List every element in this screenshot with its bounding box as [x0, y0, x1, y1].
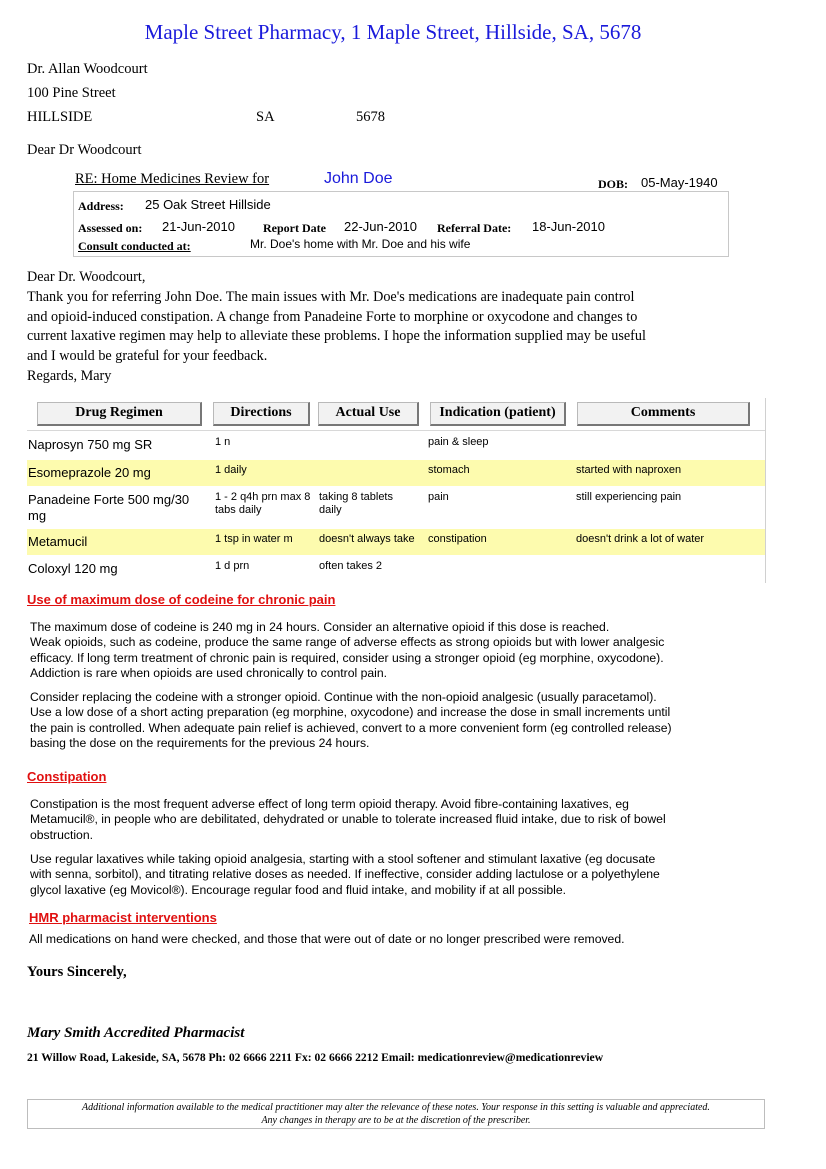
cell-directions: 1 tsp in water m: [215, 533, 293, 545]
cell-indication: pain: [428, 491, 449, 503]
table-row: [27, 487, 765, 528]
letter-line: current laxative regimen may help to alleviate these problems. I hope the information supplied may be useful: [27, 328, 646, 344]
recipient-postcode: 5678: [356, 109, 385, 125]
paragraph-line: The maximum dose of codeine is 240 mg in 24 hours. Consider an alternative opioid if this dose is reached.: [30, 620, 610, 634]
dob-label: DOB:: [598, 177, 628, 191]
report-date-label: Report Date: [263, 221, 326, 235]
report-date-value: 22-Jun-2010: [344, 219, 417, 234]
letter-line: and opioid-induced constipation. A change from Panadeine Forte to morphine or oxycodone and changes to: [27, 309, 638, 325]
assessed-value: 21-Jun-2010: [162, 219, 235, 234]
recipient-city: HILLSIDE: [27, 109, 93, 125]
address-value: 25 Oak Street Hillside: [145, 197, 271, 212]
letter-greeting: Dear Dr. Woodcourt,: [27, 269, 146, 285]
paragraph-line: Use a low dose of a short acting preparation (eg morphine, oxycodone) and increase the dose in small increments until: [30, 705, 671, 720]
interventions-text: All medications on hand were checked, and those that were out of date or no longer prescribed were removed.: [29, 932, 625, 946]
cell-actual-use: taking 8 tablets daily: [319, 491, 393, 516]
referral-date-value: 18-Jun-2010: [532, 219, 605, 234]
letter-line: and I would be grateful for your feedback.: [27, 348, 268, 364]
col-header-indication: Indication (patient): [430, 402, 566, 426]
cell-comments: still experiencing pain: [576, 491, 682, 503]
paragraph-line: basing the dose on the requirements for the previous 24 hours.: [30, 735, 370, 750]
cell-directions: 1 daily: [215, 464, 247, 476]
section-title-constipation: Constipation: [27, 769, 107, 784]
recipient-street: 100 Pine Street: [27, 85, 116, 101]
paragraph-line: Constipation is the most frequent adverse effect of long term opioid therapy. Avoid fibre-containing laxatives, eg: [30, 797, 629, 811]
cell-comments: started with naproxen: [576, 464, 682, 476]
paragraph-line: obstruction.: [30, 827, 94, 842]
signer-contact: 21 Willow Road, Lakeside, SA, 5678 Ph: 02 6666 2211 Fx: 02 6666 2212 Email: medicationreview@medicationreview: [27, 1051, 604, 1064]
re-label: RE: Home Medicines Review for: [75, 171, 270, 187]
footer-line-2: Any changes in therapy are to be at the discretion of the prescriber.: [261, 1115, 531, 1126]
table-header-divider: [27, 430, 765, 431]
cell-comments: doesn't drink a lot of water: [576, 533, 705, 545]
footer-line-1: Additional information available to the medical practitioner may alter the relevance of these notes. Your response in this setting is valuable and appreciated.: [82, 1102, 710, 1113]
cell-actual-use: often takes 2: [319, 560, 382, 572]
cell-directions: 1 n: [215, 436, 231, 448]
codeine-paragraph-1: [30, 620, 765, 681]
col-header-actual-use: Actual Use: [318, 402, 419, 426]
cell-drug: Esomeprazole 20 mg: [28, 465, 151, 480]
paragraph-line: Weak opioids, such as codeine, produce the same range of adverse effects as strong opioids but with lower analgesic: [30, 635, 665, 650]
cell-drug: Coloxyl 120 mg: [28, 561, 118, 576]
paragraph-line: Consider replacing the codeine with a stronger opioid. Continue with the non-opioid analgesic (usually paracetamol).: [30, 690, 657, 704]
referral-date-label: Referral Date:: [437, 221, 512, 235]
table-row: [27, 529, 765, 555]
sign-off: Yours Sincerely,: [27, 964, 127, 980]
cell-actual-use: doesn't always take: [319, 533, 415, 545]
section-title-interventions: HMR pharmacist interventions: [29, 910, 217, 925]
cell-indication: pain & sleep: [428, 436, 489, 448]
consult-value: Mr. Doe's home with Mr. Doe and his wife: [250, 237, 471, 251]
cell-drug: Metamucil: [28, 534, 88, 549]
paragraph-line: the pain is controlled. When adequate pain relief is achieved, convert to a more convenient form (eg controlled release): [30, 720, 672, 735]
dob-value: 05-May-1940: [641, 175, 718, 190]
cell-directions: 1 d prn: [215, 560, 250, 572]
cell-indication: stomach: [428, 464, 470, 476]
table-row: [27, 432, 765, 459]
pharmacy-title: Maple Street Pharmacy, 1 Maple Street, Hillside, SA, 5678: [144, 20, 642, 44]
cell-drug: Panadeine Forte 500 mg/30 mg: [28, 492, 190, 523]
recipient-state: SA: [256, 109, 275, 125]
recipient-name: Dr. Allan Woodcourt: [27, 61, 148, 77]
section-title-codeine: Use of maximum dose of codeine for chronic pain: [27, 592, 336, 607]
table-row: [27, 460, 765, 486]
cell-drug: Naprosyn 750 mg SR: [28, 437, 153, 452]
cell-directions: 1 - 2 q4h prn max 8 tabs daily: [215, 491, 311, 516]
cell-indication: constipation: [428, 533, 487, 545]
footer-disclaimer: [27, 1099, 765, 1129]
address-label: Address:: [78, 199, 124, 213]
table-row: [27, 556, 765, 583]
table-right-border: [765, 398, 766, 583]
signer-name: Mary Smith Accredited Pharmacist: [27, 1025, 245, 1041]
patient-name: John Doe: [324, 170, 393, 187]
paragraph-line: with senna, sorbitol), and titrating relative doses as needed. If ineffective, consider adding lactulose or a polyethylene: [30, 867, 660, 882]
codeine-paragraph-2: [30, 690, 765, 751]
paragraph-line: glycol laxative (eg Movicol®). Encourage regular food and fluid intake, and mobility if at all possible.: [30, 882, 567, 897]
col-header-drug-regimen: Drug Regimen: [37, 402, 202, 426]
letter-line: Thank you for referring John Doe. The main issues with Mr. Doe's medications are inadequate pain control: [27, 289, 635, 305]
constipation-paragraph-1: [30, 797, 765, 843]
letter-regards: Regards, Mary: [27, 368, 112, 384]
assessed-label: Assessed on:: [78, 221, 143, 235]
paragraph-line: Addiction is rare when opioids are used chronically to control pain.: [30, 665, 388, 680]
paragraph-line: efficacy. If long term treatment of chronic pain is required, consider using a stronger opioid (eg morphine, oxycodone).: [30, 650, 664, 665]
consult-label: Consult conducted at:: [78, 239, 191, 253]
col-header-directions: Directions: [213, 402, 310, 426]
constipation-paragraph-2: [30, 852, 765, 898]
paragraph-line: Use regular laxatives while taking opioid analgesia, starting with a stool softener and stimulant laxative (eg docusate: [30, 852, 656, 866]
salutation: Dear Dr Woodcourt: [27, 142, 142, 158]
paragraph-line: Metamucil®, in people who are debilitated, dehydrated or unable to tolerate increased fluid intake, due to risk of bowel: [30, 812, 666, 827]
col-header-comments: Comments: [577, 402, 750, 426]
